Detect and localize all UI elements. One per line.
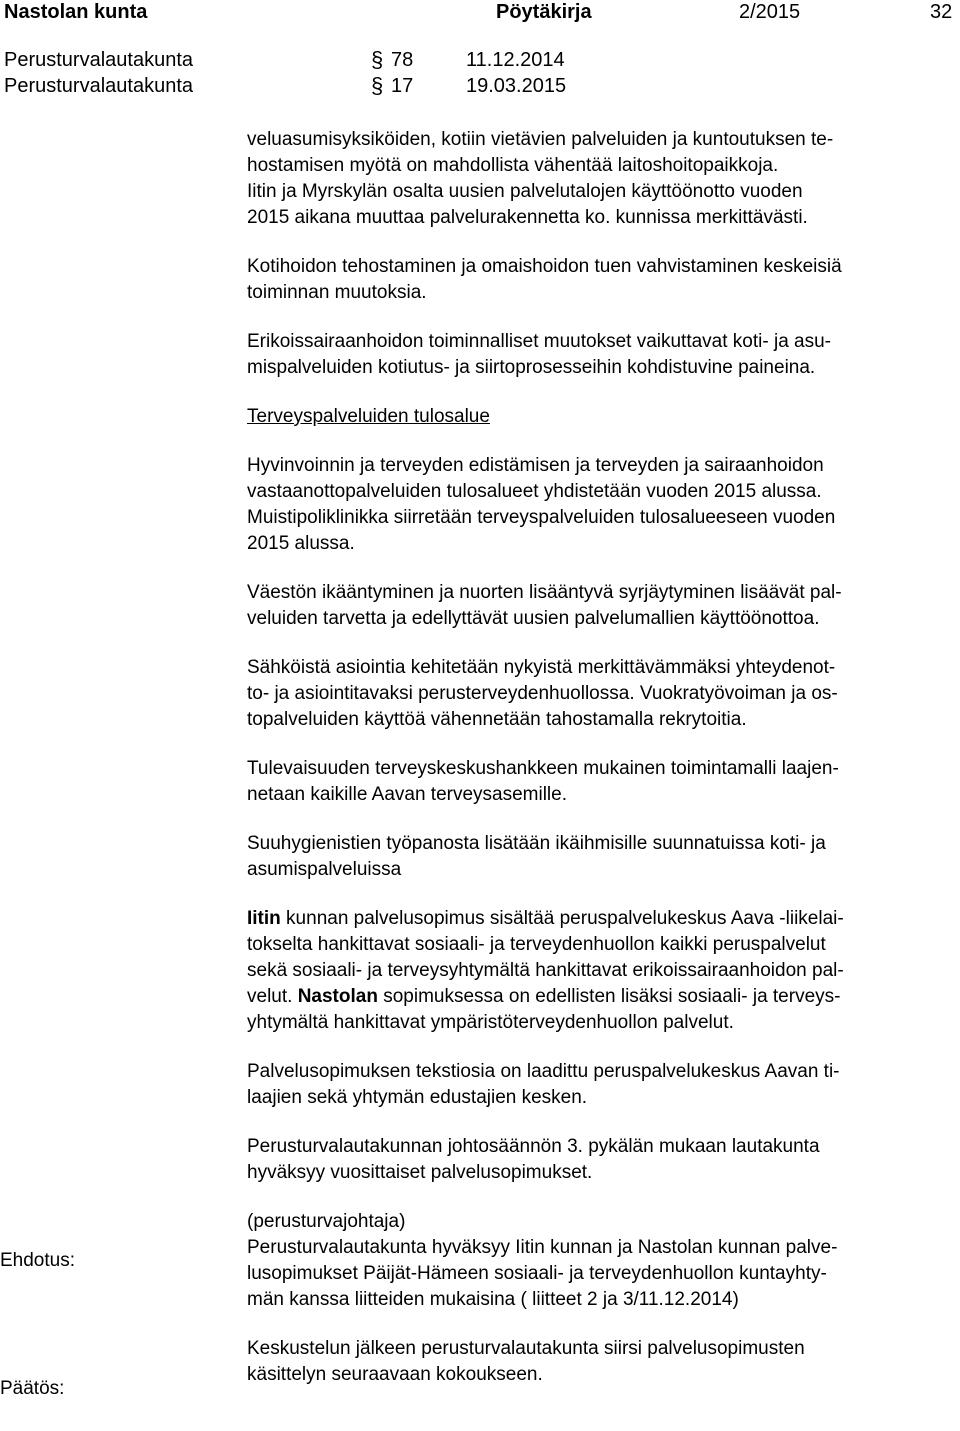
- paragraph: Tulevaisuuden terveyskeskushankkeen mukainen toimintamalli laajen- netaan kaikille Aavan terveysasemille.: [247, 758, 839, 805]
- document-type: Pöytäkirja: [496, 1, 592, 23]
- reference-section: 78: [391, 49, 414, 71]
- reference-body: Perusturvalautakunta: [4, 49, 194, 71]
- paragraph: Iitin kunnan palvelusopimus sisältää peruspalvelukeskus Aava -liikelai- tokselta hankittavat sosiaali- ja terveydenhuollon kaikki peruspalvelut sekä sosiaali- ja terveysyhtymältä hankittavat erikoissairaanhoidon pal- velut. Nastolan sopimuksessa on edellisten lisäksi sosiaali- ja terveys- yhtymältä hankittavat ympäristöterveydenhuollon palvelut.: [247, 908, 844, 1033]
- paragraph: veluasumisyksiköiden, kotiin vietävien palveluiden ja kuntoutuksen te- hostamisen myötä on mahdollista vähentää laitoshoitopaikkoja. Iitin ja Myrskylän osalta uusien palvelutalojen käyttöönotto vuoden 2015 aikana muuttaa palvelurakennetta ko. kunnissa merkittävästi.: [247, 129, 834, 228]
- page-number: 32: [930, 1, 953, 23]
- proposal-text: (perusturvajohtaja) Perusturvalautakunta hyväksyy Iitin kunnan ja Nastolan kunnan palve- lusopimukset Päijät-Hämeen sosiaali- ja terveydenhuollon kuntayhty- män kanssa liitteiden mukaisina ( liitteet 2 ja 3/11.12.2014): [247, 1211, 838, 1310]
- reference-date: 19.03.2015: [466, 75, 567, 97]
- section-sign-icon: §: [371, 47, 384, 72]
- decision-text: Keskustelun jälkeen perusturvalautakunta siirsi palvelusopimusten käsittelyn seuraavaan kokoukseen.: [247, 1338, 805, 1385]
- municipality-name: Nastolan kunta: [4, 1, 148, 23]
- document-body: [247, 127, 951, 1388]
- reference-date: 11.12.2014: [466, 49, 565, 71]
- paragraph: Kotihoidon tehostaminen ja omaishoidon tuen vahvistaminen keskeisiä toiminnan muutoksia.: [247, 256, 842, 303]
- paragraph: Perusturvalautakunnan johtosäännön 3. pykälän mukaan lautakunta hyväksyy vuosittaiset palvelusopimukset.: [247, 1136, 820, 1183]
- paragraph: Suuhygienistien työpanosta lisätään ikäihmisille suunnatuissa koti- ja asumispalveluissa: [247, 833, 826, 880]
- document-number: 2/2015: [739, 1, 801, 23]
- proposal-label: Ehdotus:: [0, 1250, 75, 1271]
- paragraph: Sähköistä asiointia kehitetään nykyistä merkittävämmäksi yhteydenot- to- ja asiointitavaksi perusterveydenhuollossa. Vuokratyövoiman ja os- topalveluiden käyttöä vähennetään tahostamalla rekrytoitia.: [247, 657, 838, 730]
- reference-section: 17: [391, 75, 414, 97]
- decision-label: Päätös:: [0, 1378, 65, 1399]
- paragraph: Erikoissairaanhoidon toiminnalliset muutokset vaikuttavat koti- ja asu- mispalveluiden kotiutus- ja siirtoprosesseihin kohdistuvine paineina.: [247, 331, 831, 378]
- reference-body: Perusturvalautakunta: [4, 75, 194, 97]
- paragraph: Väestön ikääntyminen ja nuorten lisääntyvä syrjäytyminen lisäävät pal- veluiden tarvetta ja edellyttävät uusien palvelumallien käyttöönottoa.: [247, 582, 842, 629]
- section-heading: Terveyspalveluiden tulosalue: [247, 406, 490, 427]
- paragraph: Palvelusopimuksen tekstiosia on laadittu peruspalvelukeskus Aavan ti- laajien sekä yhtymän edustajien kesken.: [247, 1061, 840, 1108]
- section-sign-icon: §: [371, 73, 384, 98]
- paragraph: Hyvinvoinnin ja terveyden edistämisen ja terveyden ja sairaanhoidon vastaanottopalveluiden tulosalueet yhdistetään vuoden 2015 alussa. Muistipoliklinikka siirretään terveyspalveluiden tulosalueeseen vuoden 2015 alussa.: [247, 455, 836, 554]
